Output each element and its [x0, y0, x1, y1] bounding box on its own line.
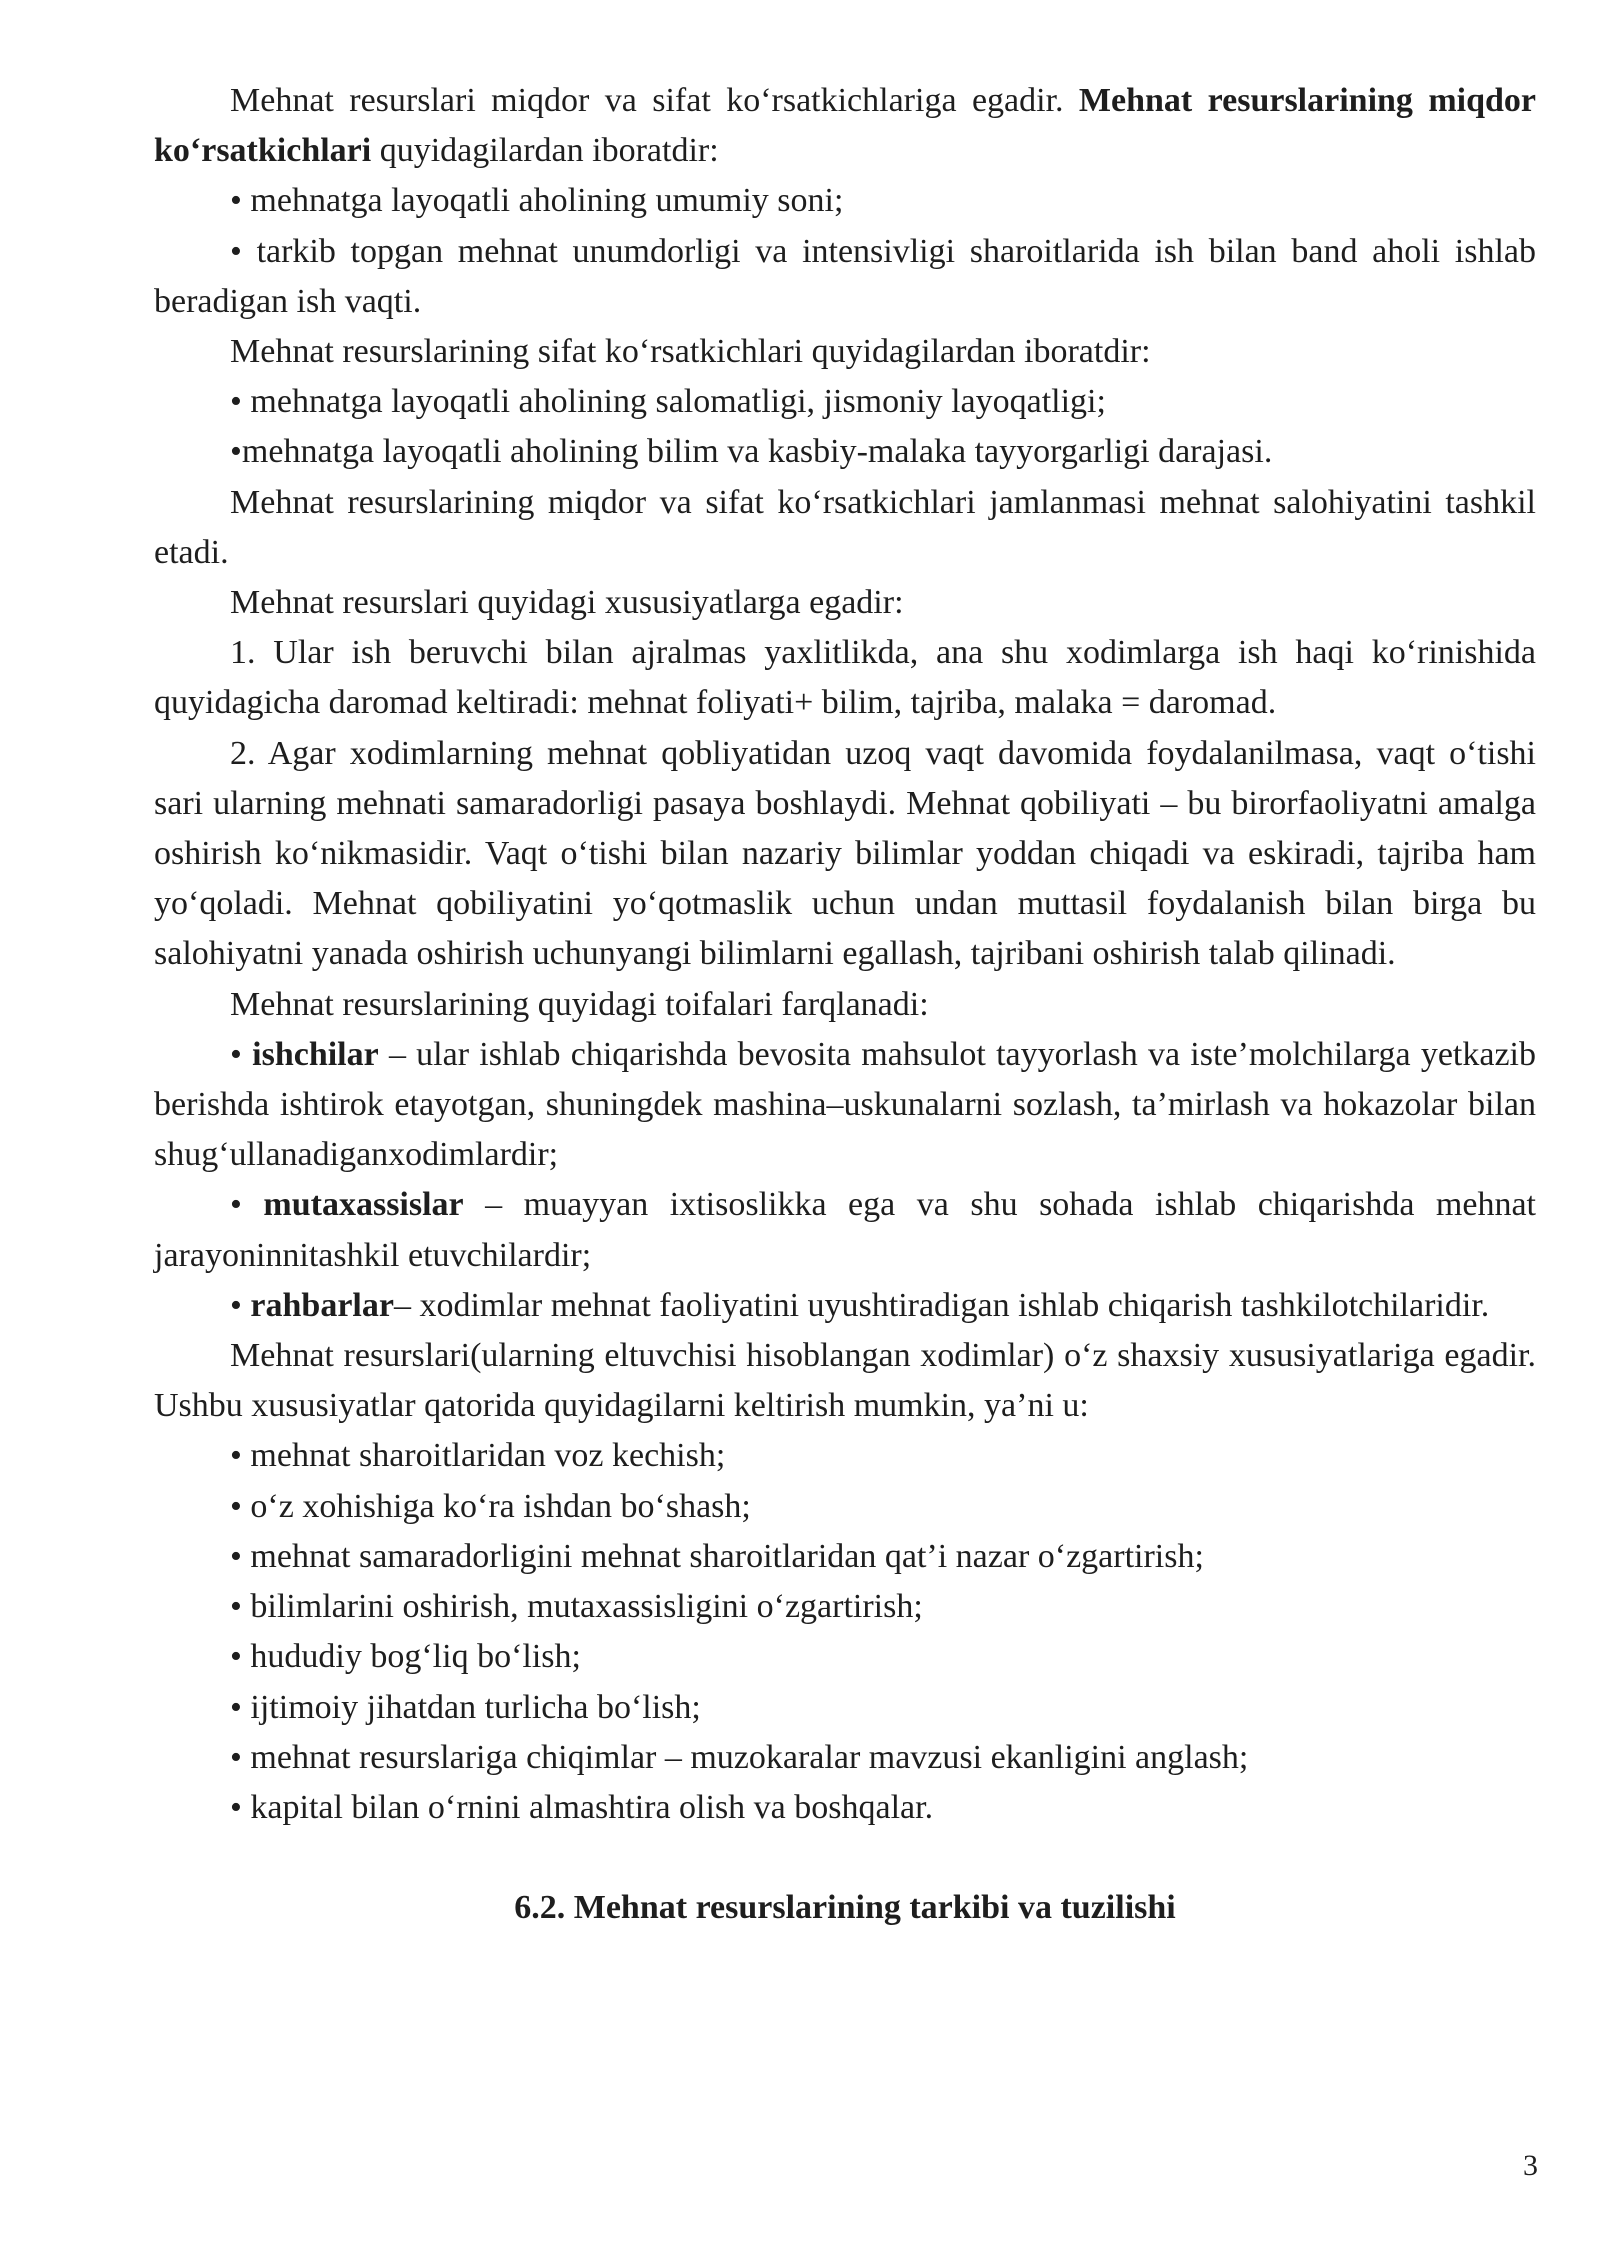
- list-item: • hududiy bog‘liq bo‘lish;: [230, 1638, 581, 1676]
- bold-term: mutaxassislar: [263, 1186, 464, 1224]
- numbered-item-2: 2. Agar xodimlarning mehnat qobliyatidan uzoq vaqt davomida foydalanilmasa, vaqt o‘tishi sari ularning mehnati samaradorligi pasaya boshlaydi. Mehnat qobiliyati – bu birorfaoliyatni amalga oshirish ko‘nikmasidir. Vaqt o‘tishi bilan nazariy bilimlar yoddan chiqadi va eskiradi, tajriba ham yo‘qoladi. Mehnat qobiliyatini yo‘qotmaslik uchun undan muttasil foydalanish bilan birga bu salohiyatni yanada oshirish uchunyangi bilimlarni egallash, tajribani oshirish talab qilinadi.: [154, 734, 1536, 973]
- list-item: • mehnatga layoqatli aholining salomatligi, jismoniy layoqatligi;: [230, 383, 1106, 421]
- list-item: • mehnat resurslariga chiqimlar – muzokaralar mavzusi ekanligini anglash;: [230, 1738, 1249, 1776]
- bullet: •: [230, 1035, 253, 1073]
- paragraph-text: Mehnat resurslari miqdor va sifat ko‘rsatkichlariga egadir.: [230, 82, 1079, 119]
- paragraph-text: – xodimlar mehnat faoliyatini uyushtiradigan ishlab chiqarish tashkilotchilaridir.: [393, 1286, 1490, 1324]
- paragraph: Mehnat resurslarining sifat ko‘rsatkichlari quyidagilardan iboratdir:: [230, 333, 1151, 371]
- list-item: • tarkib topgan mehnat unumdorligi va intensivligi sharoitlarida ish bilan band aholi ishlab beradigan ish vaqti.: [154, 232, 1536, 320]
- paragraph-text: – muayyan ixtisoslikka ega va shu sohada ishlab chiqarishda mehnat jarayoninnitashkil etuvchilardir;: [154, 1186, 1536, 1274]
- list-item: • ijtimoiy jihatdan turlicha bo‘lish;: [230, 1688, 701, 1726]
- bold-term: Mehnat resurslarining miqdor ko‘rsatkichlari: [154, 82, 1536, 170]
- paragraph-personal-features: Mehnat resurslari(ularning eltuvchisi hisoblangan xodimlar) o‘z shaxsiy xususiyatlariga egadir. Ushbu xususiyatlar qatorida quyidagilarni keltirish mumkin, ya’ni u:: [154, 1337, 1536, 1425]
- bold-term: ishchilar: [252, 1035, 379, 1073]
- category-item-mutaxassislar: [154, 1180, 1536, 1280]
- category-item-ishchilar: [154, 1030, 1536, 1181]
- paragraph: Mehnat resurslari quyidagi xususiyatlarga egadir:: [230, 584, 904, 622]
- list-item: •mehnatga layoqatli aholining bilim va kasbiy-malaka tayyorgarligi darajasi.: [230, 433, 1273, 471]
- paragraph-text: quyidagilardan iboratdir:: [371, 132, 719, 170]
- page-number: 3: [1523, 2149, 1538, 2182]
- numbered-item-1: 1. Ular ish beruvchi bilan ajralmas yaxlitlikda, ana shu xodimlarga ish haqi ko‘rinishida quyidagicha daromad keltiradi: mehnat foliyati+ bilim, tajriba, malaka = daromad.: [154, 634, 1536, 722]
- list-item: • o‘z xohishiga ko‘ra ishdan bo‘shash;: [230, 1487, 751, 1525]
- document-page: [154, 76, 1536, 1933]
- paragraph: Mehnat resurslarining miqdor va sifat ko‘rsatkichlari jamlanmasi mehnat salohiyatini tashkil etadi.: [154, 483, 1536, 571]
- list-item: • mehnatga layoqatli aholining umumiy soni;: [230, 182, 844, 220]
- list-item: • kapital bilan o‘rnini almashtira olish va boshqalar.: [230, 1788, 934, 1826]
- bullet: •: [230, 1186, 264, 1224]
- bold-term: rahbarlar: [250, 1286, 394, 1324]
- paragraph-text: – ular ishlab chiqarishda bevosita mahsulot tayyorlash va iste’molchilarga yetkazib berishda ishtirok etayotgan, shuningdek mashina–uskunalarni sozlash, ta’mirlash va hokazolar bilan shug‘ullanadiganxodimlardir;: [154, 1035, 1536, 1174]
- section-heading: 6.2. Mehnat resurslarining tarkibi va tuzilishi: [514, 1889, 1176, 1927]
- list-item: • mehnat sharoitlaridan voz kechish;: [230, 1437, 726, 1475]
- category-item-rahbarlar: [154, 1281, 1536, 1331]
- list-item: • bilimlarini oshirish, mutaxassisligini o‘zgartirish;: [230, 1588, 923, 1626]
- list-item: • mehnat samaradorligini mehnat sharoitlaridan qat’i nazar o‘zgartirish;: [230, 1537, 1204, 1575]
- paragraph: Mehnat resurslarining quyidagi toifalari farqlanadi:: [230, 985, 929, 1023]
- paragraph-resource-indicators: [154, 76, 1536, 176]
- bullet: •: [230, 1286, 251, 1324]
